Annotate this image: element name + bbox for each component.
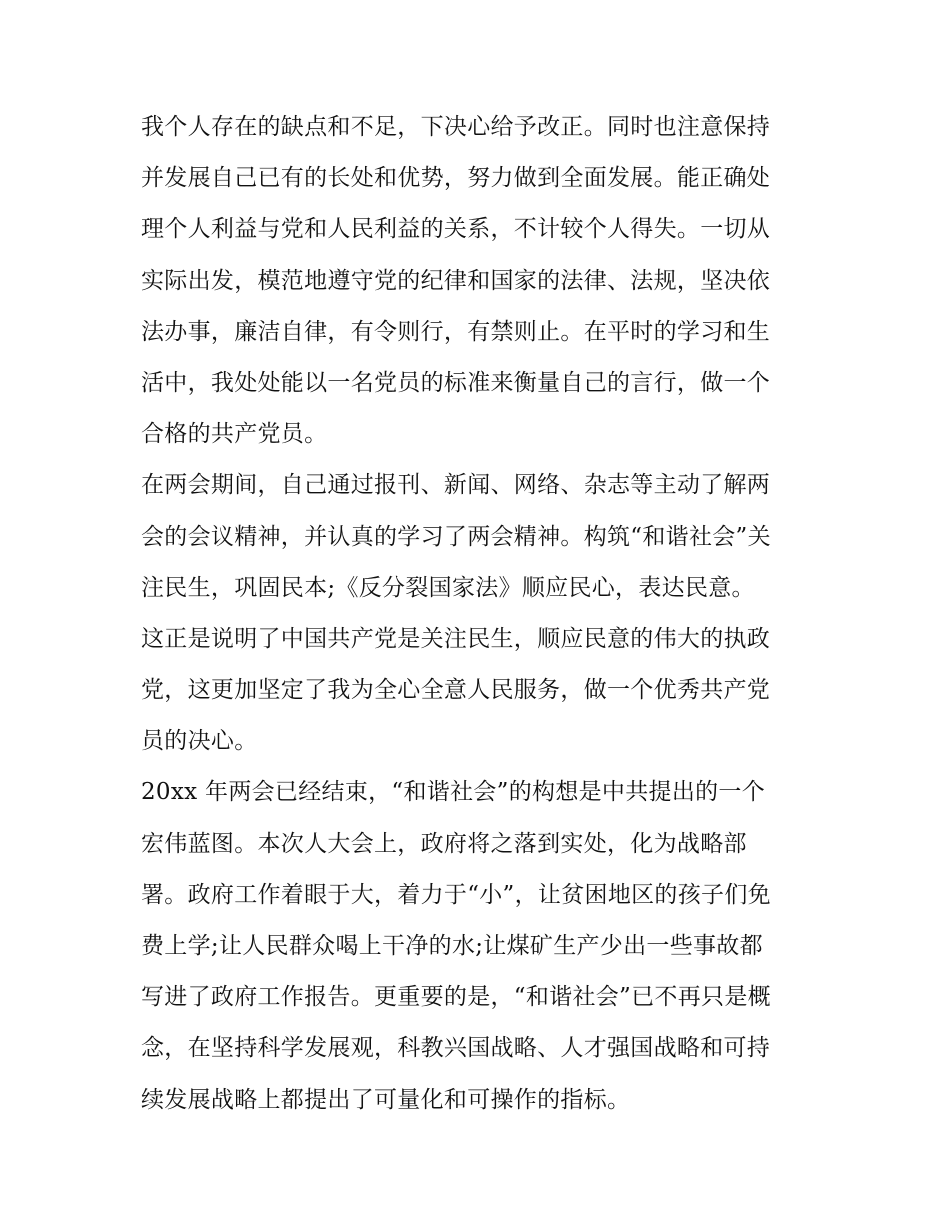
text-line: 理个人利益与党和人民利益的关系，不计较个人得失。一切从 <box>141 216 771 243</box>
text-line: 并发展自己已有的长处和优势，努力做到全面发展。能正确处 <box>141 165 771 192</box>
text-line: 念，在坚持科学发展观，科教兴国战略、人才强国战略和可持 <box>141 1035 771 1062</box>
text-line: 活中，我处处能以一名党员的标准来衡量自己的言行，做一个 <box>141 369 771 396</box>
text-line: 署。政府工作着眼于大，着力于“小”，让贫困地区的孩子们免 <box>141 881 771 908</box>
text-line: 员的决心。 <box>141 728 258 755</box>
text-line: 这正是说明了中国共产党是关注民生，顺应民意的伟大的执政 <box>141 625 771 652</box>
text-line: 实际出发，模范地遵守党的纪律和国家的法律、法规，坚决依 <box>141 267 771 294</box>
text-line: 会的会议精神，并认真的学习了两会精神。构筑“和谐社会”关 <box>141 523 771 550</box>
text-line: 20xx 年两会已经结束，“和谐社会”的构想是中共提出的一个 <box>141 779 766 806</box>
body-text <box>141 102 821 1126</box>
text-line: 宏伟蓝图。本次人大会上，政府将之落到实处，化为战略部 <box>141 830 747 857</box>
text-line: 法办事，廉洁自律，有令则行，有禁则止。在平时的学习和生 <box>141 318 771 345</box>
text-line: 费上学;让人民群众喝上干净的水;让煤矿生产少出一些事故都 <box>141 933 763 959</box>
text-line: 合格的共产党员。 <box>141 421 328 448</box>
text-line: 我个人存在的缺点和不足，下决心给予改正。同时也注意保持 <box>141 114 771 140</box>
text-line: 续发展战略上都提出了可量化和可操作的指标。 <box>141 1086 631 1113</box>
text-line: 写进了政府工作报告。更重要的是，“和谐社会”已不再只是概 <box>141 984 771 1011</box>
text-line: 党，这更加坚定了我为全心全意人民服务，做一个优秀共产党 <box>141 677 771 704</box>
text-line: 注民生，巩固民本;《反分裂国家法》顺应民心，表达民意。 <box>141 574 755 601</box>
text-line: 在两会期间，自己通过报刊、新闻、网络、杂志等主动了解两 <box>141 472 771 499</box>
